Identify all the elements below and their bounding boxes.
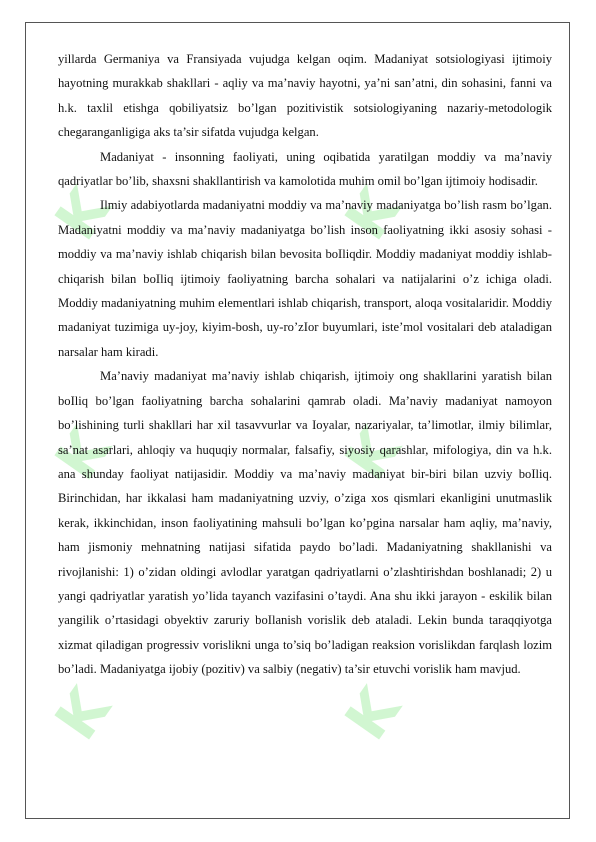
watermark-logo: K bbox=[331, 416, 414, 492]
paragraph-continuation: yillarda Germaniya va Fransiyada vujudga kelgan oqim. Madaniyat sotsiologiyasi ijtimoiy hayotning murakkab shakllari - aqliy va ma’naviy hayotni, ya’ni san’atni, din sohasini, fanni va h.k. taxlil etishga qobiliyatsiz bo’lgan pozitivistik sotsiologiyaning nazariy-metodologik chegaranganligiga aks ta’sir sifatda vujudga kelgan. bbox=[58, 52, 552, 140]
paragraph-definition: Madaniyat - insonning faoliyati, uning oqibatida yaratilgan moddiy va ma’naviy qadriyatlar bo’lib, shaxsni shakllantirish va kamolotida muhim omil bo’lgan ijtimoiy hodisadir. bbox=[58, 149, 552, 189]
watermark-logo: K bbox=[41, 416, 124, 492]
paragraph-material-culture: Ilmiy adabiyotlarda madaniyatni moddiy va ma’naviy madaniyatga bo’lish rasm bo’lgan. Madaniyatni moddiy va ma’naviy madaniyatga bo’lish inson faoliyatning ikki asosiy sohasi - moddiy va ma’naviy ishlab chiqarish bilan bevosita boIliqdir. Moddiy madaniyat moddiy ishlab-chiqarish bilan boIliq ijtimoiy faoliyatning barcha sohalari va natijalarini o’z ichiga oladi. Moddiy madaniyatning muhim elementlari ishlab chiqarish, transport, aloqa vositalaridir. Moddiy madaniyat tuzimiga uy-joy, kiyim-bosh, uy-ro’zIor buyumlari, iste’mol vositalari deb ataladigan narsalar ham kiradi. bbox=[58, 198, 552, 359]
watermark-logo: K bbox=[41, 676, 124, 752]
watermark-logo: K bbox=[331, 176, 414, 252]
document-body bbox=[58, 47, 552, 682]
paragraph-spiritual-culture: Ma’naviy madaniyat ma’naviy ishlab chiqarish, ijtimoiy ong shakllarini yaratish bilan boIliq bo’lgan faoliyatning barcha sohalarini qamrab oladi. Ma’naviy madaniyat namoyon bo’lishining turli shakllari har xil tasavvurlar va Ioyalar, nazariyalar, ta’limotlar, ilmiy bilimlar, sa’nat asarlari, ahloqiy va huquqiy normalar, falsafiy, siyosiy qarashlar, mifologiya, din va h.k. ana shunday faoliyat natijasidir. Moddiy va ma’naviy madaniyat bir-biri bilan uzviy boIliq. Birinchidan, har ikkalasi ham madaniyatning uzviy, o’ziga xos qismlari ekanligini unutmaslik kerak, ikkinchidan, inson faoliyatining mahsuli bo’lgan ko’pgina narsalar ham aqliy, ma’naviy, ham jismoniy mehnatning natijasi sifatida paydo bo’ladi. Madaniyatning shakllanishi va rivojlanishi: 1) o’zidan oldingi avlodlar yaratgan qadriyatlarni o’zlashtirishdan boshlanadi; 2) u yangi qadriyatlar yaratish yo’lida tayanch vazifasini o’taydi. Ana shu ikki jarayon - eskilik bilan yangilik o’rtasidagi obyektiv zaruriy boIlanish vorislik deb ataladi. Lekin bunda taraqqiyotga xizmat qiladigan progressiv vorislikni unga to’siq bo’ladigan reaksion vorislikdan farqlash lozim bo’ladi. Madaniyatga ijobiy (pozitiv) va salbiy (negativ) ta’sir etuvchi vorislik ham mavjud. bbox=[58, 369, 552, 677]
watermark-logo: K bbox=[41, 176, 124, 252]
watermark-logo: K bbox=[331, 676, 414, 752]
